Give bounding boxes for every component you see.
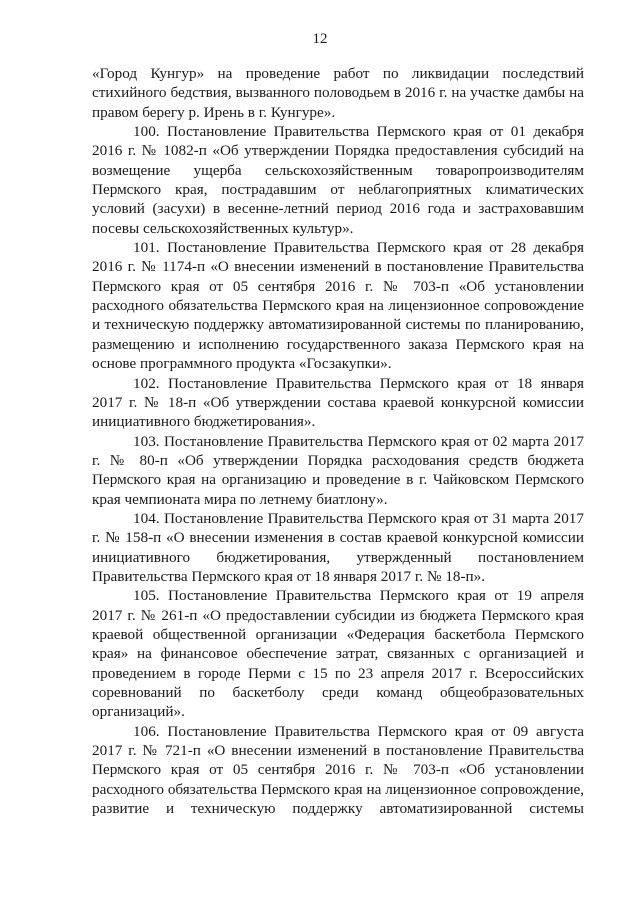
paragraph-item-100: 100. Постановление Правительства Пермского края от 01 декабря 2016 г. № 1082-п «Об утверждении Порядка предоставления субсидий на возмещение ущерба сельскохозяйственным товаропроизводителям Пермского края, пострадавшим от неблагоприятных климатических условий (засухи) в весенне-летний период 2016 года и застраховавшим посевы сельскохозяйственных культур». <box>92 123 584 237</box>
document-body <box>92 64 584 818</box>
paragraph-continuation: «Город Кунгур» на проведение работ по ликвидации последствий стихийного бедствия, вызванного половодьем в 2016 г. на участке дамбы на правом берегу р. Ирень в г. Кунгуре». <box>92 65 584 121</box>
paragraph-item-104: 104. Постановление Правительства Пермского края от 31 марта 2017 г. № 158-п «О внесении изменения в состав краевой конкурсной комиссии инициативного бюджетирования, утвержденный постановлением Правительства Пермского края от 18 января 2017 г. № 18-п». <box>92 509 584 585</box>
page-number: 12 <box>312 31 328 47</box>
paragraph-item-101: 101. Постановление Правительства Пермского края от 28 декабря 2016 г. № 1174-п «О внесении изменений в постановление Правительства Пермского края от 05 сентября 2016 г. № 703-п «Об установлении расходного обязательства Пермского края на лицензионное сопровождение и техническую поддержку автоматизированной системы по планированию, размещению и исполнению государственного заказа Пермского края на основе программного продукта «Госзакупки». <box>92 239 584 373</box>
paragraph-item-103: 103. Постановление Правительства Пермского края от 02 марта 2017 г. № 80-п «Об утверждении Порядка расходования средств бюджета Пермского края на организацию и проведение в г. Чайковском Пермского края чемпионата мира по летнему биатлону». <box>92 432 584 508</box>
paragraph-item-106: 106. Постановление Правительства Пермского края от 09 августа 2017 г. № 721-п «О внесении изменений в постановление Правительства Пермского края от 05 сентября 2016 г. № 703-п «Об установлении расходного обязательства Пермского края на лицензионное сопровождение, развитие и техническую поддержку автоматизированной системы <box>92 722 584 818</box>
paragraph-item-102: 102. Постановление Правительства Пермского края от 18 января 2017 г. № 18-п «Об утверждении состава краевой конкурсной комиссии инициативного бюджетирования». <box>92 374 584 431</box>
paragraph-item-105: 105. Постановление Правительства Пермского края от 19 апреля 2017 г. № 261-п «О предоставлении субсидии из бюджета Пермского края краевой общественной организации «Федерация баскетбола Пермского края» на финансовое обеспечение затрат, связанных с организацией и проведением в городе Перми с 15 по 23 апреля 2017 г. Всероссийских соревнований по баскетболу среди команд общеобразовательных организаций». <box>92 587 584 721</box>
